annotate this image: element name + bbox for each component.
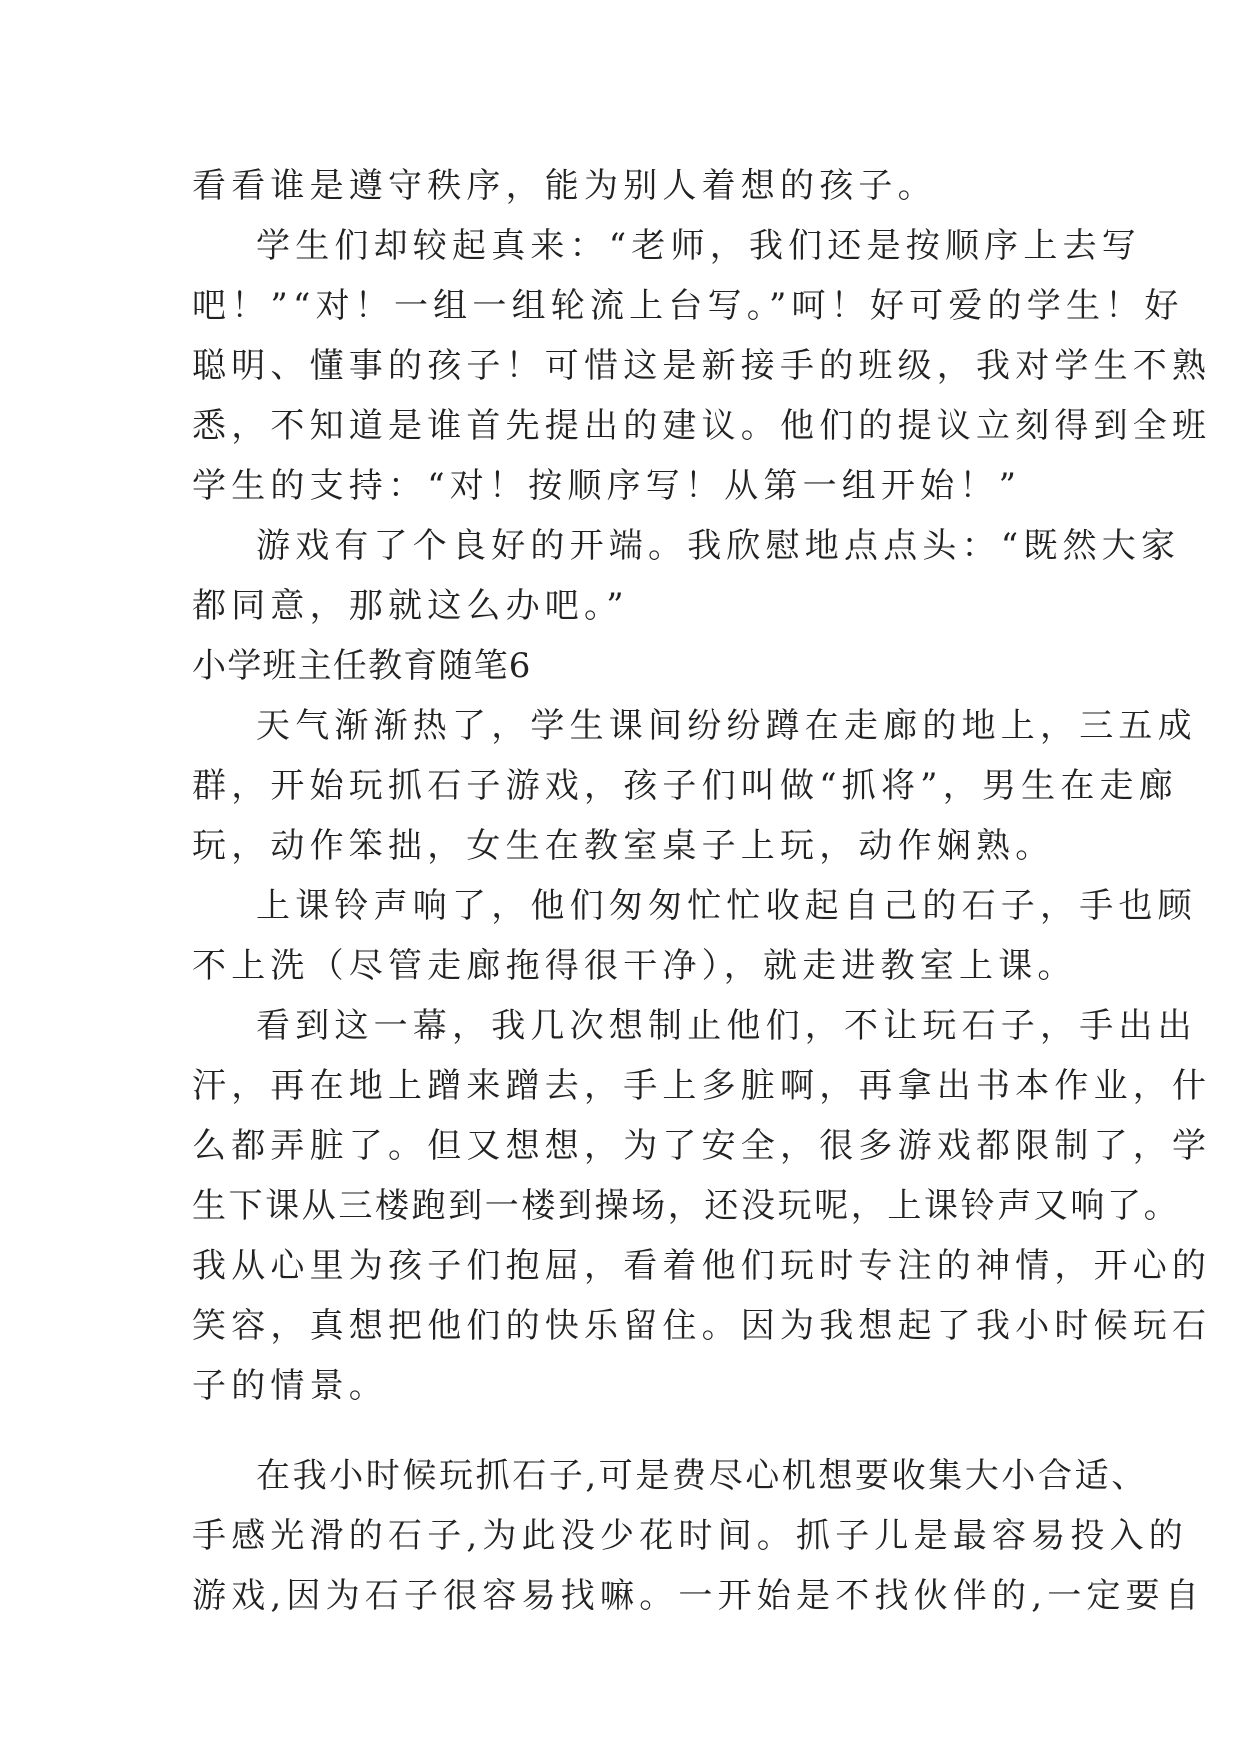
text-line: 笑容，真想把他们的快乐留住。因为我想起了我小时候玩石 bbox=[192, 1306, 1212, 1346]
text-line: 汗，再在地上蹭来蹭去，手上多脏啊，再拿出书本作业，什 bbox=[192, 1066, 1212, 1106]
text-line: 吧！”“对！一组一组轮流上台写。”呵！好可爱的学生！好 bbox=[192, 286, 1184, 326]
text-line: 玩，动作笨拙，女生在教室桌子上玩，动作娴熟。 bbox=[192, 826, 1055, 866]
text-line: 游戏,因为石子很容易找嘛。一开始是不找伙伴的,一定要自 bbox=[192, 1576, 1205, 1616]
text-line: 在我小时候玩抓石子,可是费尽心机想要收集大小合适、 bbox=[256, 1456, 1148, 1496]
text-line: 么都弄脏了。但又想想，为了安全，很多游戏都限制了，学 bbox=[192, 1126, 1212, 1166]
text-line: 游戏有了个良好的开端。我欣慰地点点头：“既然大家 bbox=[256, 526, 1181, 566]
paragraph-gap bbox=[192, 1416, 1052, 1446]
section-heading: 小学班主任教育随笔6 bbox=[192, 646, 532, 686]
text-line: 我从心里为孩子们抱屈，看着他们玩时专注的神情，开心的 bbox=[192, 1246, 1212, 1286]
text-line: 群，开始玩抓石子游戏，孩子们叫做“抓将”，男生在走廊 bbox=[192, 766, 1178, 806]
text-line: 悉，不知道是谁首先提出的建议。他们的提议立刻得到全班 bbox=[192, 406, 1212, 446]
text-line: 生下课从三楼跑到一楼到操场，还没玩呢，上课铃声又响了。 bbox=[192, 1186, 1181, 1226]
text-line: 学生们却较起真来：“老师，我们还是按顺序上去写 bbox=[256, 226, 1141, 266]
text-line: 不上洗（尽管走廊拖得很干净），就走进教室上课。 bbox=[192, 946, 1077, 986]
text-line: 聪明、懂事的孩子！可惜这是新接手的班级，我对学生不熟 bbox=[192, 346, 1212, 386]
document-body bbox=[192, 156, 1212, 1626]
text-line: 学生的支持：“对！按顺序写！从第一组开始！” bbox=[192, 466, 1022, 506]
text-line: 看到这一幕，我几次想制止他们，不让玩石子，手出出 bbox=[256, 1006, 1197, 1046]
text-line: 手感光滑的石子,为此没少花时间。抓子儿是最容易投入的 bbox=[192, 1516, 1189, 1556]
text-line: 天气渐渐热了，学生课间纷纷蹲在走廊的地上，三五成 bbox=[256, 706, 1197, 746]
text-line: 上课铃声响了，他们匆匆忙忙收起自己的石子，手也顾 bbox=[256, 886, 1197, 926]
text-line: 看看谁是遵守秩序，能为别人着想的孩子。 bbox=[192, 166, 937, 206]
text-line: 子的情景。 bbox=[192, 1366, 388, 1406]
text-line: 都同意，那就这么办吧。” bbox=[192, 586, 629, 626]
